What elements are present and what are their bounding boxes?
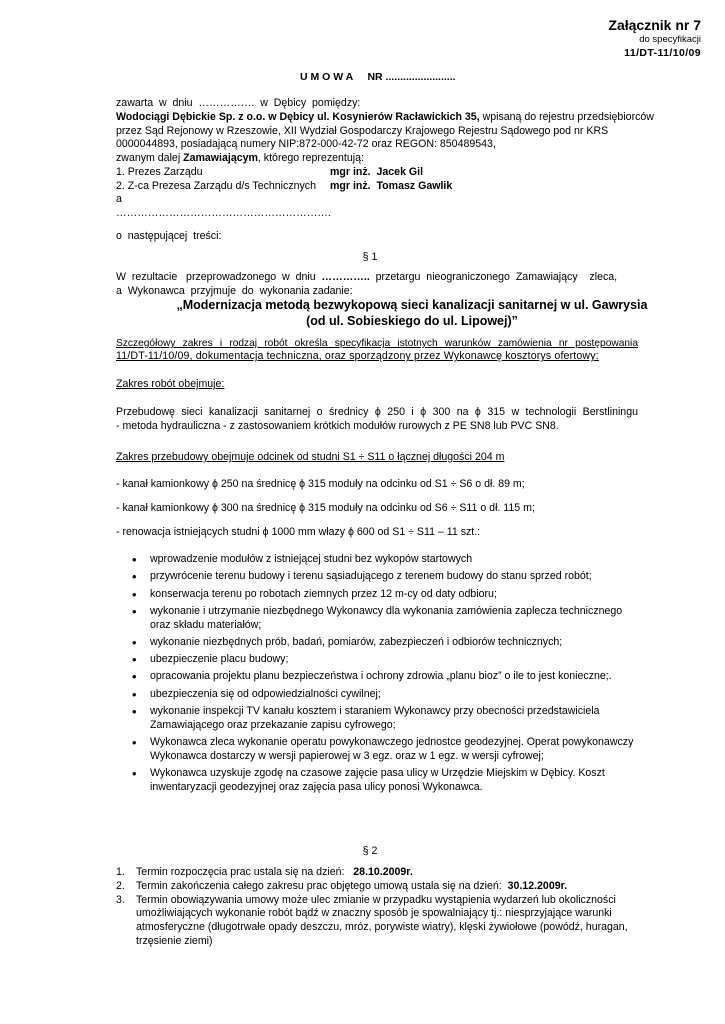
scope-line2-text: 11/DT-11/10/09, dokumentacja techniczna, oraz sporządzony przez Wykonawcę kosztorys ofertowy: (116, 350, 599, 363)
attachment-label: Załącznik nr 7 (608, 17, 701, 33)
bullet-text: Wykonawca uzyskuje zgodę na czasowe zajęcie pasa ulicy w Urzędzie Miejskim w Dębicy. Koszt inwentaryzacji geodezyjnej oraz zajęcia pasa ulicy ponosi Wykonawca. (150, 766, 605, 793)
item-text: Termin zakończenia całego zakresu prac objętego umową ustala się na dzień: (136, 879, 508, 892)
spec-number: 11/DT-11/10/09 (624, 46, 701, 59)
item-number: 2. (116, 879, 125, 892)
intro-line-called (116, 152, 676, 166)
range-item: - kanał kamionkowy ϕ 300 na średnicę ϕ 315 moduły na odcinku od S6 ÷ S11 o dł. 115 m; (116, 501, 535, 514)
intro-line-date: zawarta w dniu ……………. w Dębicy pomiędzy: (116, 97, 361, 109)
bullet-text: ubezpieczenia się od odpowiedzialności cywilnej; (150, 687, 381, 700)
bullet-text: przywrócenie terenu budowy i terenu sąsiadującego z terenem budowy do stanu sprzed robót; (150, 570, 592, 583)
list-item (130, 767, 690, 795)
list-item (130, 653, 690, 667)
section2-heading: § 2 (362, 845, 378, 857)
bullet-text: ubezpieczenie placu budowy; (150, 653, 289, 666)
item-date: 28.10.2009r. (353, 866, 413, 878)
item-text: Termin obowiązywania umowy może ulec zmianie w przypadku wystąpienia wydarzeń lub okoliczności umożliwiających wykonanie robót bądź w znaczny sposób je spowalniający tj.: niesprzyjające warunki atmosferyczne (długotrwałe opady deszczu, mróz, porywiste wiatry), klęski żywiołowe (powódź, huragan, trzęsienie ziemi) (136, 893, 628, 947)
item-text: Termin rozpoczęcia prac ustala się na dzień: (136, 866, 354, 878)
bullet-text: wykonanie inspekcji TV kanału kosztem i staraniem Wykonawcy przy obecności przedstawiciela Zamawiającego oraz przekazanie zapisu cyfrowego; (150, 704, 600, 731)
scope-heading: Zakres robót obejmuje: (116, 378, 225, 390)
range-heading: Zakres przebudowy obejmuje odcinek od studni S1 ÷ S11 o łącznej długości 204 m (116, 451, 505, 463)
list-item (130, 636, 690, 650)
s1-p1-b: przetargu nieograniczonego Zamawiający zleca, (369, 271, 618, 283)
list-item (116, 894, 696, 949)
list-item (116, 880, 696, 894)
section1-paragraph (116, 271, 636, 299)
called-party: Zamawiającym (183, 152, 258, 165)
rebuild-line2: - metoda hydrauliczna - z zastosowaniem krótkich modułów rurowych z PE SN8 lub PVC SN8. (116, 419, 559, 432)
intro-line-ids: 0000044893, posiadającą numery NIP:872-000-42-72 oraz REGON: 850489543, (116, 138, 496, 151)
s1-p1-line1 (116, 271, 636, 285)
list-item (130, 670, 690, 684)
item-number: 3. (116, 893, 125, 906)
rebuild-paragraph (116, 406, 638, 434)
contract-title: U M O W A NR ........................ (300, 71, 456, 83)
bullet-text: wykonanie i utrzymanie niezbędnego Wykonawcy dla wykonania zamówienia zaplecza technicznego oraz składu materiałów; (150, 604, 623, 631)
task-title (96, 297, 725, 330)
section2-list (116, 866, 696, 949)
range-item: - renowacja istniejących studni ϕ 1000 mm włazy ϕ 600 od S1 ÷ S11 – 11 szt.: (116, 525, 481, 538)
list-item (116, 866, 696, 880)
rep1-role: 1. Prezes Zarządu (116, 165, 203, 178)
list-item (130, 705, 690, 733)
intro-block (116, 97, 676, 244)
bullet-text: opracowania projektu planu bezpieczeństwa i ochrony zdrowia „planu bioz” o ile to jest konieczne;. (150, 670, 612, 683)
item-date: 30.12.2009r. (507, 879, 568, 892)
scope-line2 (116, 350, 638, 364)
list-item (130, 570, 690, 584)
works-bullet-list (130, 553, 690, 798)
and-word: a (116, 193, 122, 206)
spec-line: do specyfikacji (639, 34, 701, 46)
representative-2 (116, 180, 676, 194)
section1-heading: § 1 (362, 251, 378, 263)
rep2-name: mgr inż. Tomasz Gawlik (330, 179, 453, 192)
rebuild-line1: Przebudowę sieci kanalizacji sanitarnej o średnicy ϕ 250 i ϕ 300 na ϕ 315 w technologii Berstliningu (116, 406, 638, 418)
representative-1 (116, 166, 676, 180)
list-item (130, 736, 690, 764)
company-name: Wodociągi Dębickie Sp. z o.o. w Dębicy ul. Kosynierów Racławickich 35, (116, 110, 480, 123)
contractor-dots: ……………………………………………………. (116, 207, 331, 220)
bullet-text: wprowadzenie modułów z istniejącej studni bez wykopów startowych (150, 553, 473, 565)
intro-line-company (116, 111, 676, 125)
s1-p1-a: W rezultacie przeprowadzonego w dniu (116, 271, 322, 283)
list-item (130, 688, 690, 702)
rep2-role: 2. Z-ca Prezesa Zarządu d/s Technicznych (116, 179, 316, 192)
item-number: 1. (116, 866, 125, 878)
task-title-line1: „Modernizacja metodą bezwykopową sieci kanalizacji sanitarnej w ul. Gawrysia (176, 298, 648, 312)
list-item (130, 553, 690, 567)
scope-line1: Szczegółowy zakres i rodzaj robót określa specyfikacja istotnych warunków zamówienia nr postępowania (116, 338, 638, 349)
s1-p1-dots: ………….. (321, 271, 370, 283)
task-title-line2: (od ul. Sobieskiego do ul. Lipowej)” (306, 314, 518, 329)
list-item (130, 605, 690, 633)
list-item (130, 588, 690, 602)
intro-line-court: przez Sąd Rejonowy w Rzeszowie, XII Wydział Gospodarczy Krajowego Rejestru Sądowego pod nr KRS (116, 124, 609, 137)
range-item: - kanał kamionkowy ϕ 250 na średnicę ϕ 315 moduły na odcinku od S1 ÷ S6 o dł. 89 m; (116, 478, 525, 490)
called-pre: zwanym dalej (116, 152, 184, 165)
bullet-text: wykonanie niezbędnych prób, badań, pomiarów, zabezpieczeń i odbiorów technicznych; (150, 635, 563, 648)
bullet-text: Wykonawca zleca wykonanie operatu powykonawczego jednostce geodezyjnej. Operat powykonawczy Wykonawca dostarczy w wersji papierowej w 3 egz. oraz w 1 egz. w wersji cyfrowej; (150, 735, 634, 762)
called-post: , którego reprezentują: (257, 152, 364, 165)
rep1-name: mgr inż. Jacek Gil (330, 165, 424, 178)
company-rest: wpisaną do rejestru przedsiębiorców (479, 110, 654, 123)
s1-p1-line2: a Wykonawca przyjmuje do wykonania zadanie: (116, 284, 353, 297)
range-list (116, 478, 676, 539)
document-header (441, 16, 701, 60)
content-intro: o następującej treści: (116, 229, 222, 242)
bullet-text: konserwacja terenu po robotach ziemnych przez 12 m-cy od daty odbioru; (150, 587, 497, 600)
scope-paragraph (116, 337, 638, 364)
